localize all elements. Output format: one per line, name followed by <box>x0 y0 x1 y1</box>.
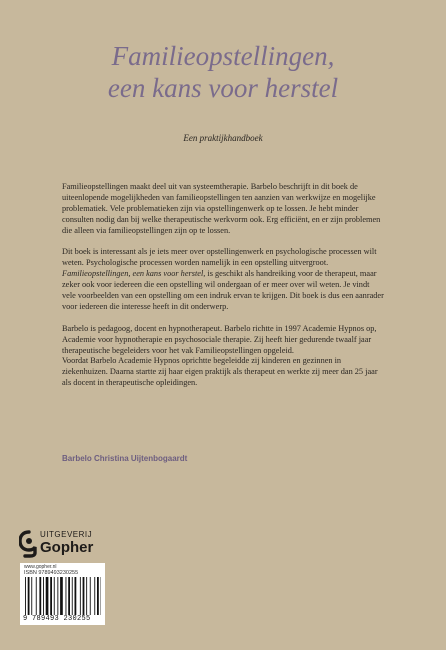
isbn-barcode-box <box>20 563 105 625</box>
author-name: Barbelo Christina Uijtenbogaardt <box>62 454 188 463</box>
paragraph-author-history: Voordat Barbelo Academie Hypnos oprichtte begeleidde zij kinderen en gezinnen in ziekenhuizen. Daarna startte zij haar eigen praktijk als therapeut en werkte zij meer dan 25 jaar als docent in therapeutische opleidingen. <box>62 356 378 388</box>
paragraph-interest-title: Familieopstellingen, een kans voor herstel, <box>62 269 206 279</box>
barcode-digits: 9 789493 230255 <box>23 615 91 623</box>
back-cover-text <box>62 182 384 400</box>
paragraph-interest-a: Dit boek is interessant als je iets meer over opstellingenwerk en psychologische processen wilt weten. Psychologische processen worden namelijk in een opstelling uitvergroot. <box>62 247 377 268</box>
barcode-icon <box>25 577 101 615</box>
paragraph-interest-b: is geschikt als handreiking voor de therapeut, maar zeker ook voor iedereen die een opstelling wil ondergaan of er meer over wil weten. Je vindt vele voorbeelden van een opstelling om een indruk ervan te krijgen. Dit boek is dus een aanrader voor iedereen die interesse heeft in dit onderwerp. <box>62 269 384 311</box>
book-title <box>0 40 446 104</box>
title-line-1: Familieopstellingen, <box>111 41 335 71</box>
publisher-logo <box>19 528 129 562</box>
paragraph-author-bio: Barbelo is pedagoog, docent en hypnotherapeut. Barbelo richtte in 1997 Academie Hypnos op, Academie voor hypnotherapie en psychosociale therapie. Zij heeft hier gedurende twaalf jaar therapeutische begeleiders voor het vak Familieopstellingen opgeleid. <box>62 323 377 355</box>
publisher-label: UITGEVERIJ <box>40 530 93 539</box>
title-line-2: een kans voor herstel <box>107 73 339 103</box>
publisher-name: Gopher <box>40 539 94 556</box>
paragraph-interest <box>62 247 384 312</box>
isbn-number: ISBN 9789493230255 <box>24 570 79 576</box>
publisher-url: www.gopher.nl <box>24 564 57 570</box>
paragraph-intro: Familieopstellingen maakt deel uit van systeemtherapie. Barbelo beschrijft in dit boek de uiteenlopende mogelijkheden van familieopstellingen ten aanzien van werkwijze en mogelijke problematiek. Vele problematieken zijn via opstellingenwerk op te lossen. Je hebt minder consulten nodig dan bij welke therapeutische werkvorm ook. Erg efficiënt, en er zijn problemen die alleen via familieopstellingen zijn op te lossen. <box>62 182 381 235</box>
gopher-logo-icon <box>19 530 39 558</box>
subtitle: Een praktijkhandboek <box>183 133 263 143</box>
